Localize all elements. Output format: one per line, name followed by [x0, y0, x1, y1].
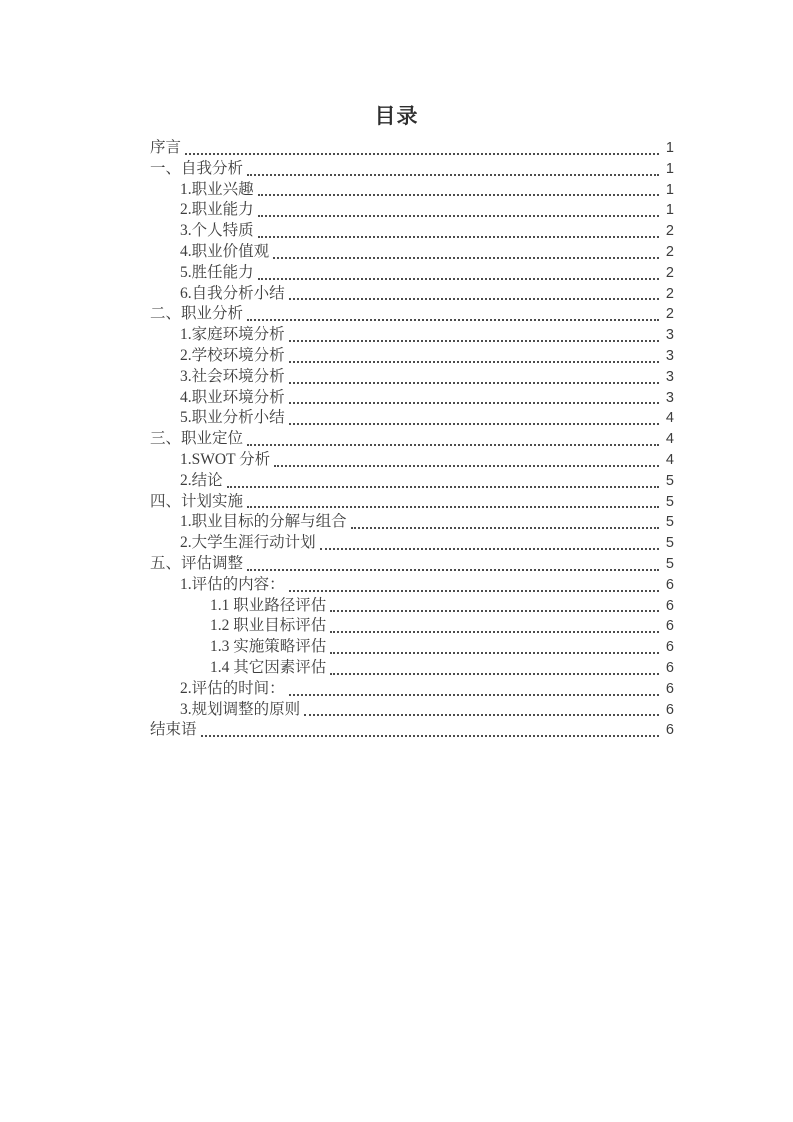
dot-leader	[289, 298, 659, 300]
toc-entry[interactable]	[150, 346, 674, 367]
toc-entry-page: 2	[665, 285, 674, 302]
toc-entry-page: 3	[665, 327, 674, 344]
toc-entry-text: 2.学校环境分析	[180, 346, 285, 364]
dot-leader	[247, 319, 659, 321]
toc-entry-page: 6	[665, 701, 674, 718]
toc-entry-text: 2.结论	[180, 471, 223, 489]
toc-entry[interactable]	[150, 471, 674, 492]
toc-entry-page: 5	[665, 493, 674, 510]
toc-entry-page: 4	[665, 451, 674, 468]
toc-entry[interactable]	[150, 720, 674, 741]
dot-leader	[201, 735, 659, 737]
dot-leader	[289, 382, 659, 384]
toc-entry-text: 3.社会环境分析	[180, 367, 285, 385]
toc-entry-page: 1	[665, 140, 674, 156]
toc-entry[interactable]	[150, 658, 674, 679]
toc-entry-page: 3	[665, 368, 674, 385]
dot-leader	[247, 506, 659, 508]
toc-entry-page: 1	[665, 202, 674, 219]
toc-entry-text: 4.职业环境分析	[180, 388, 285, 406]
toc-entry-text: 5.胜任能力	[180, 263, 254, 281]
dot-leader	[274, 465, 659, 467]
toc-entry-text: 1.3 实施策略评估	[210, 638, 327, 656]
toc-entry[interactable]	[150, 450, 674, 471]
toc-entry-page: 3	[665, 347, 674, 364]
toc-entry-page: 2	[665, 306, 674, 323]
toc-entry-text: 5.职业分析小结	[180, 409, 285, 427]
toc-entry-page: 5	[665, 555, 674, 572]
dot-leader	[289, 423, 659, 425]
toc-entry-text: 1.1 职业路径评估	[210, 596, 327, 614]
toc-entry[interactable]	[150, 325, 674, 346]
toc-entry-text: 序言	[150, 139, 182, 156]
toc-entry-page: 4	[665, 431, 674, 448]
dot-leader	[258, 215, 659, 217]
toc-entry-page: 2	[665, 243, 674, 260]
dot-leader	[289, 361, 659, 363]
toc-entry-page: 5	[665, 514, 674, 531]
dot-leader	[258, 194, 659, 196]
toc-entry-text: 五、评估调整	[150, 554, 244, 572]
dot-leader	[247, 569, 659, 571]
toc-entry-text: 结束语	[150, 721, 197, 739]
dot-leader	[330, 631, 659, 633]
dot-leader	[289, 340, 659, 342]
toc-entry-page: 1	[665, 160, 674, 177]
toc-entry-page: 6	[665, 722, 674, 739]
toc-entry[interactable]	[150, 200, 674, 221]
toc-entry[interactable]	[150, 679, 674, 700]
toc-entry[interactable]	[150, 637, 674, 658]
toc-entry-page: 2	[665, 223, 674, 240]
toc-entry-page: 5	[665, 472, 674, 489]
toc-entry[interactable]	[150, 304, 674, 325]
dot-leader	[330, 652, 659, 654]
toc-list	[150, 138, 674, 741]
toc-entry[interactable]	[150, 159, 674, 180]
toc-entry-page: 6	[665, 576, 674, 593]
toc-entry-text: 一、自我分析	[150, 159, 244, 177]
dot-leader	[247, 444, 659, 446]
toc-entry-page: 6	[665, 680, 674, 697]
toc-entry-page: 6	[665, 597, 674, 614]
toc-entry-text: 3.规划调整的原则	[180, 700, 301, 718]
toc-entry-text: 6.自我分析小结	[180, 284, 285, 302]
toc-entry[interactable]	[150, 242, 674, 263]
toc-entry[interactable]	[150, 596, 674, 617]
toc-entry-text: 二、职业分析	[150, 305, 244, 323]
dot-leader	[330, 610, 659, 612]
toc-entry-text: 2.评估的时间：	[180, 679, 285, 697]
dot-leader	[289, 590, 659, 592]
toc-entry[interactable]	[150, 263, 674, 284]
toc-entry-text: 2.大学生涯行动计划	[180, 534, 316, 552]
toc-entry-text: 四、计划实施	[150, 492, 244, 510]
toc-entry-text: 1.4 其它因素评估	[210, 658, 327, 676]
toc-entry-text: 2.职业能力	[180, 201, 254, 219]
toc-entry[interactable]	[150, 284, 674, 305]
toc-entry-text: 1.评估的内容：	[180, 575, 285, 593]
toc-entry[interactable]	[150, 700, 674, 721]
toc-entry[interactable]	[150, 575, 674, 596]
dot-leader	[185, 153, 659, 155]
toc-entry-page: 6	[665, 618, 674, 635]
toc-entry[interactable]	[150, 408, 674, 429]
toc-entry-page: 6	[665, 639, 674, 656]
toc-entry-text: 1.职业目标的分解与组合	[180, 513, 347, 531]
toc-entry[interactable]	[150, 492, 674, 513]
toc-entry[interactable]	[150, 554, 674, 575]
toc-entry-page: 6	[665, 659, 674, 676]
toc-entry-text: 3.个人特质	[180, 222, 254, 240]
dot-leader	[320, 548, 659, 550]
dot-leader	[289, 402, 659, 404]
toc-entry[interactable]	[150, 616, 674, 637]
toc-entry[interactable]	[150, 138, 674, 159]
toc-entry-text: 1.家庭环境分析	[180, 326, 285, 344]
dot-leader	[330, 673, 659, 675]
toc-entry-text: 1.SWOT 分析	[180, 450, 271, 468]
dot-leader	[247, 174, 659, 176]
dot-leader	[227, 486, 659, 488]
dot-leader	[273, 257, 659, 259]
toc-entry-page: 4	[665, 410, 674, 427]
toc-entry[interactable]	[150, 512, 674, 533]
dot-leader	[258, 278, 659, 280]
toc-entry[interactable]	[150, 367, 674, 388]
toc-entry[interactable]	[150, 180, 674, 201]
toc-entry-text: 1.2 职业目标评估	[210, 617, 327, 635]
toc-entry[interactable]	[150, 429, 674, 450]
dot-leader	[289, 694, 659, 696]
toc-entry[interactable]	[150, 533, 674, 554]
toc-entry[interactable]	[150, 388, 674, 409]
toc-entry-page: 1	[665, 181, 674, 198]
page-title: 目录	[374, 104, 419, 128]
toc-entry-page: 3	[665, 389, 674, 406]
dot-leader	[258, 236, 659, 238]
dot-leader	[351, 527, 659, 529]
toc-entry-page: 5	[665, 535, 674, 552]
dot-leader	[304, 714, 659, 716]
toc-entry-page: 2	[665, 264, 674, 281]
toc-entry[interactable]	[150, 221, 674, 242]
toc-entry-text: 4.职业价值观	[180, 242, 270, 260]
toc-entry-text: 1.职业兴趣	[180, 180, 254, 198]
toc-entry-text: 三、职业定位	[150, 430, 244, 448]
